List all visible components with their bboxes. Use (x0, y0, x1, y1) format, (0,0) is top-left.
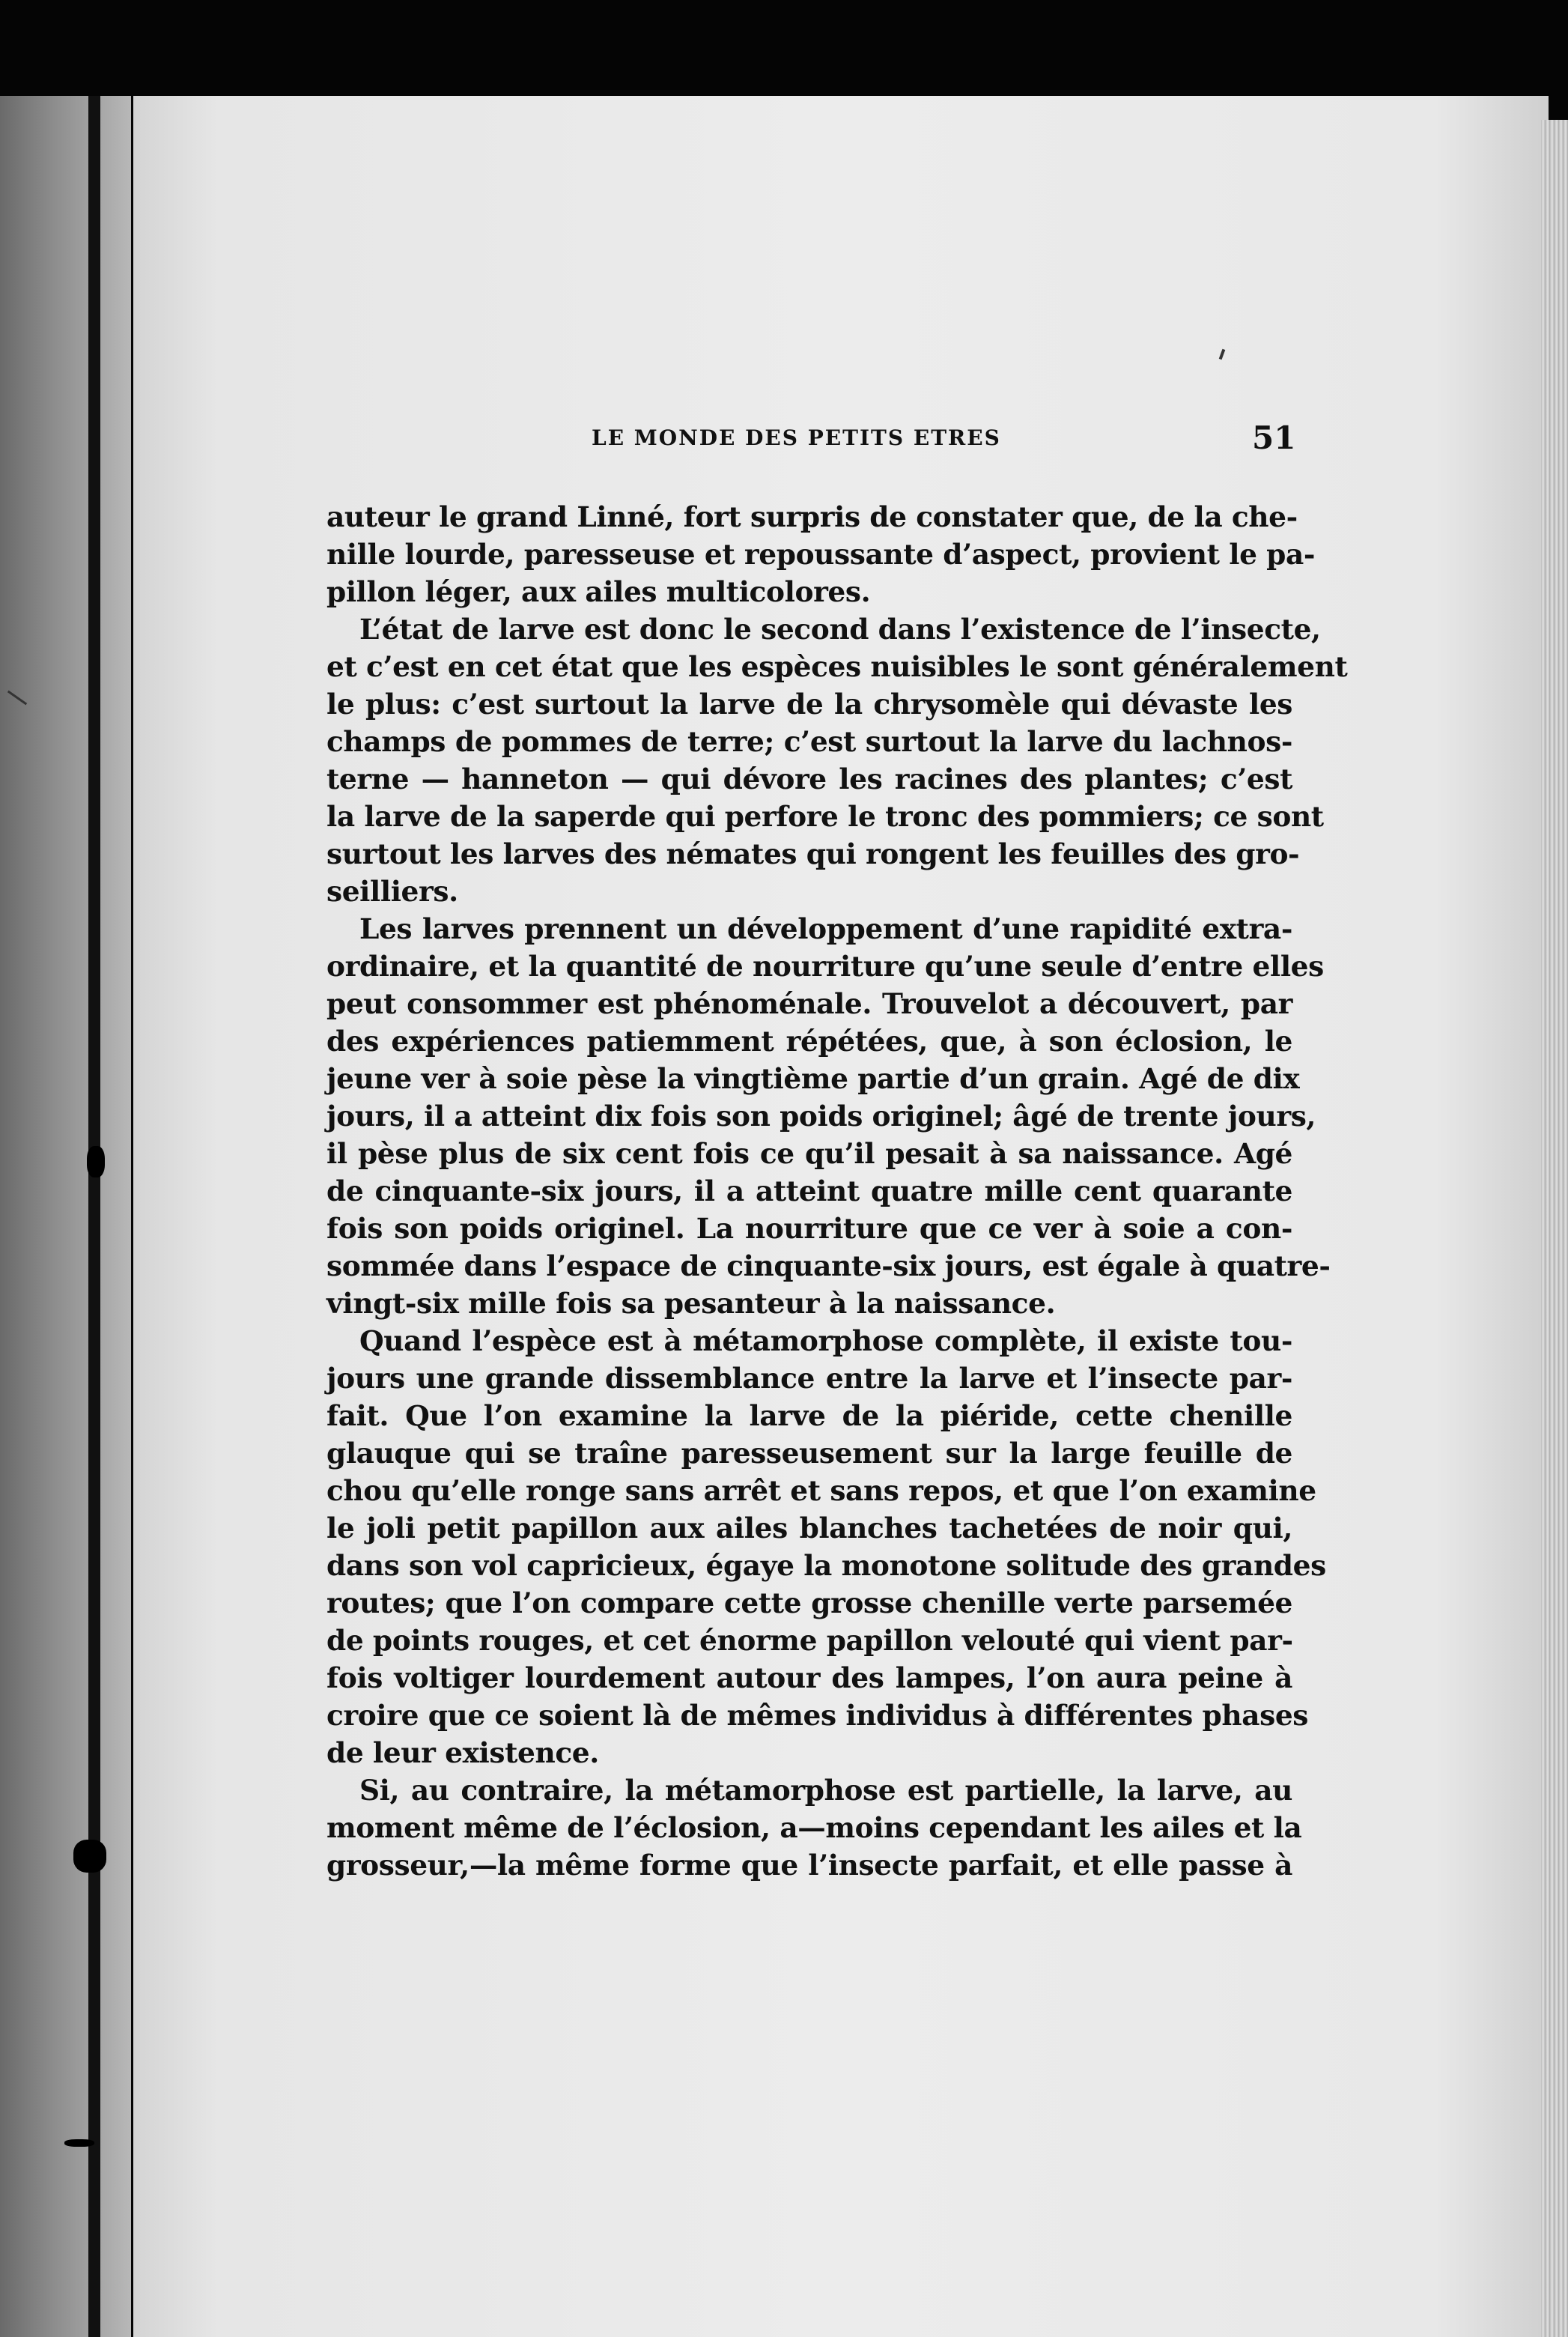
text-line: la larve de la saperde qui perfore le tronc des pommiers; ce sont (326, 800, 1324, 833)
text-line: surtout les larves des némates qui rongent les feuilles des gro- (326, 837, 1300, 870)
text-line: champs de pommes de terre; c’est surtout la larve du lachnos- (326, 725, 1292, 758)
text-line: ordinaire, et la quantité de nourriture qu’une seule d’entre elles (326, 950, 1324, 983)
page-number: 51 (1252, 419, 1296, 456)
text-line: jours une grande dissemblance entre la larve et l’insecte par- (326, 1362, 1292, 1395)
text-line: de cinquante-six jours, il a atteint quatre mille cent quarante (326, 1174, 1292, 1207)
text-line: routes; que l’on compare cette grosse chenille verte parsemée (326, 1586, 1292, 1619)
body-text (326, 498, 1348, 1884)
text-line: vingt-six mille fois sa pesanteur à la naissance. (326, 1287, 1056, 1320)
text-line: nille lourde, paresseuse et repoussante d’aspect, provient le pa- (326, 538, 1316, 571)
binding-thread-knot (73, 1840, 106, 1873)
text-line: dans son vol capricieux, égaye la monotone solitude des grandes (326, 1549, 1326, 1582)
text-line: terne — hanneton — qui dévore les racines des plantes; c’est (326, 763, 1292, 795)
facing-page-edge (0, 96, 131, 2337)
text-line: glauque qui se traîne paresseusement sur la large feuille de (326, 1437, 1292, 1470)
text-line: des expériences patiemment répétées, que, à son éclosion, le (326, 1025, 1292, 1058)
text-line: sommée dans l’espace de cinquante-six jours, est égale à quatre- (326, 1249, 1331, 1282)
text-line: Les larves prennent un développement d’une rapidité extra- (359, 912, 1292, 945)
text-line: fait. Que l’on examine la larve de la piéride, cette chenille (326, 1399, 1292, 1432)
text-line: Quand l’espèce est à métamorphose complète, il existe tou- (359, 1324, 1292, 1357)
text-line: fois son poids originel. La nourriture que ce ver à soie a con- (326, 1212, 1292, 1245)
text-line: de points rouges, et cet énorme papillon velouté qui vient par- (326, 1624, 1293, 1657)
binding-thread-knot (87, 1146, 105, 1177)
text-line: il pèse plus de six cent fois ce qu’il pesait à sa naissance. Agé (326, 1137, 1292, 1170)
book-spine (88, 96, 100, 2337)
text-line: le joli petit papillon aux ailes blanches tachetées de noir qui, (326, 1512, 1292, 1545)
text-line: grosseur,—la même forme que l’insecte parfait, et elle passe à (326, 1849, 1292, 1882)
text-line: L’état de larve est donc le second dans l’existence de l’insecte, (359, 613, 1321, 646)
text-line: peut consommer est phénoménale. Trouvelot a découvert, par (326, 987, 1292, 1020)
text-line: auteur le grand Linné, fort surpris de constater que, de la che- (326, 500, 1298, 533)
page-stack-edge (1541, 120, 1568, 2337)
text-line: Si, au contraire, la métamorphose est partielle, la larve, au (359, 1774, 1292, 1807)
text-line: jeune ver à soie pèse la vingtième partie d’un grain. Agé de dix (326, 1062, 1300, 1095)
text-line: croire que ce soient là de mêmes individus à différentes phases (326, 1699, 1309, 1732)
running-title: LE MONDE DES PETITS ETRES (592, 425, 1001, 450)
text-line: le plus: c’est surtout la larve de la chrysomèle qui dévaste les (326, 688, 1292, 721)
text-line: chou qu’elle ronge sans arrêt et sans repos, et que l’on examine (326, 1474, 1316, 1507)
binding-thread-knot (64, 2139, 94, 2147)
text-line: et c’est en cet état que les espèces nuisibles le sont généralement (326, 650, 1348, 683)
text-line: fois voltiger lourdement autour des lampes, l’on aura peine à (326, 1661, 1292, 1694)
text-line: moment même de l’éclosion, a—moins cependant les ailes et la (326, 1811, 1302, 1844)
text-line: seilliers. (326, 875, 458, 908)
text-line: pillon léger, aux ailes multicolores. (326, 575, 871, 608)
text-line: de leur existence. (326, 1736, 599, 1769)
text-line: jours, il a atteint dix fois son poids originel; âgé de trente jours, (326, 1100, 1316, 1133)
